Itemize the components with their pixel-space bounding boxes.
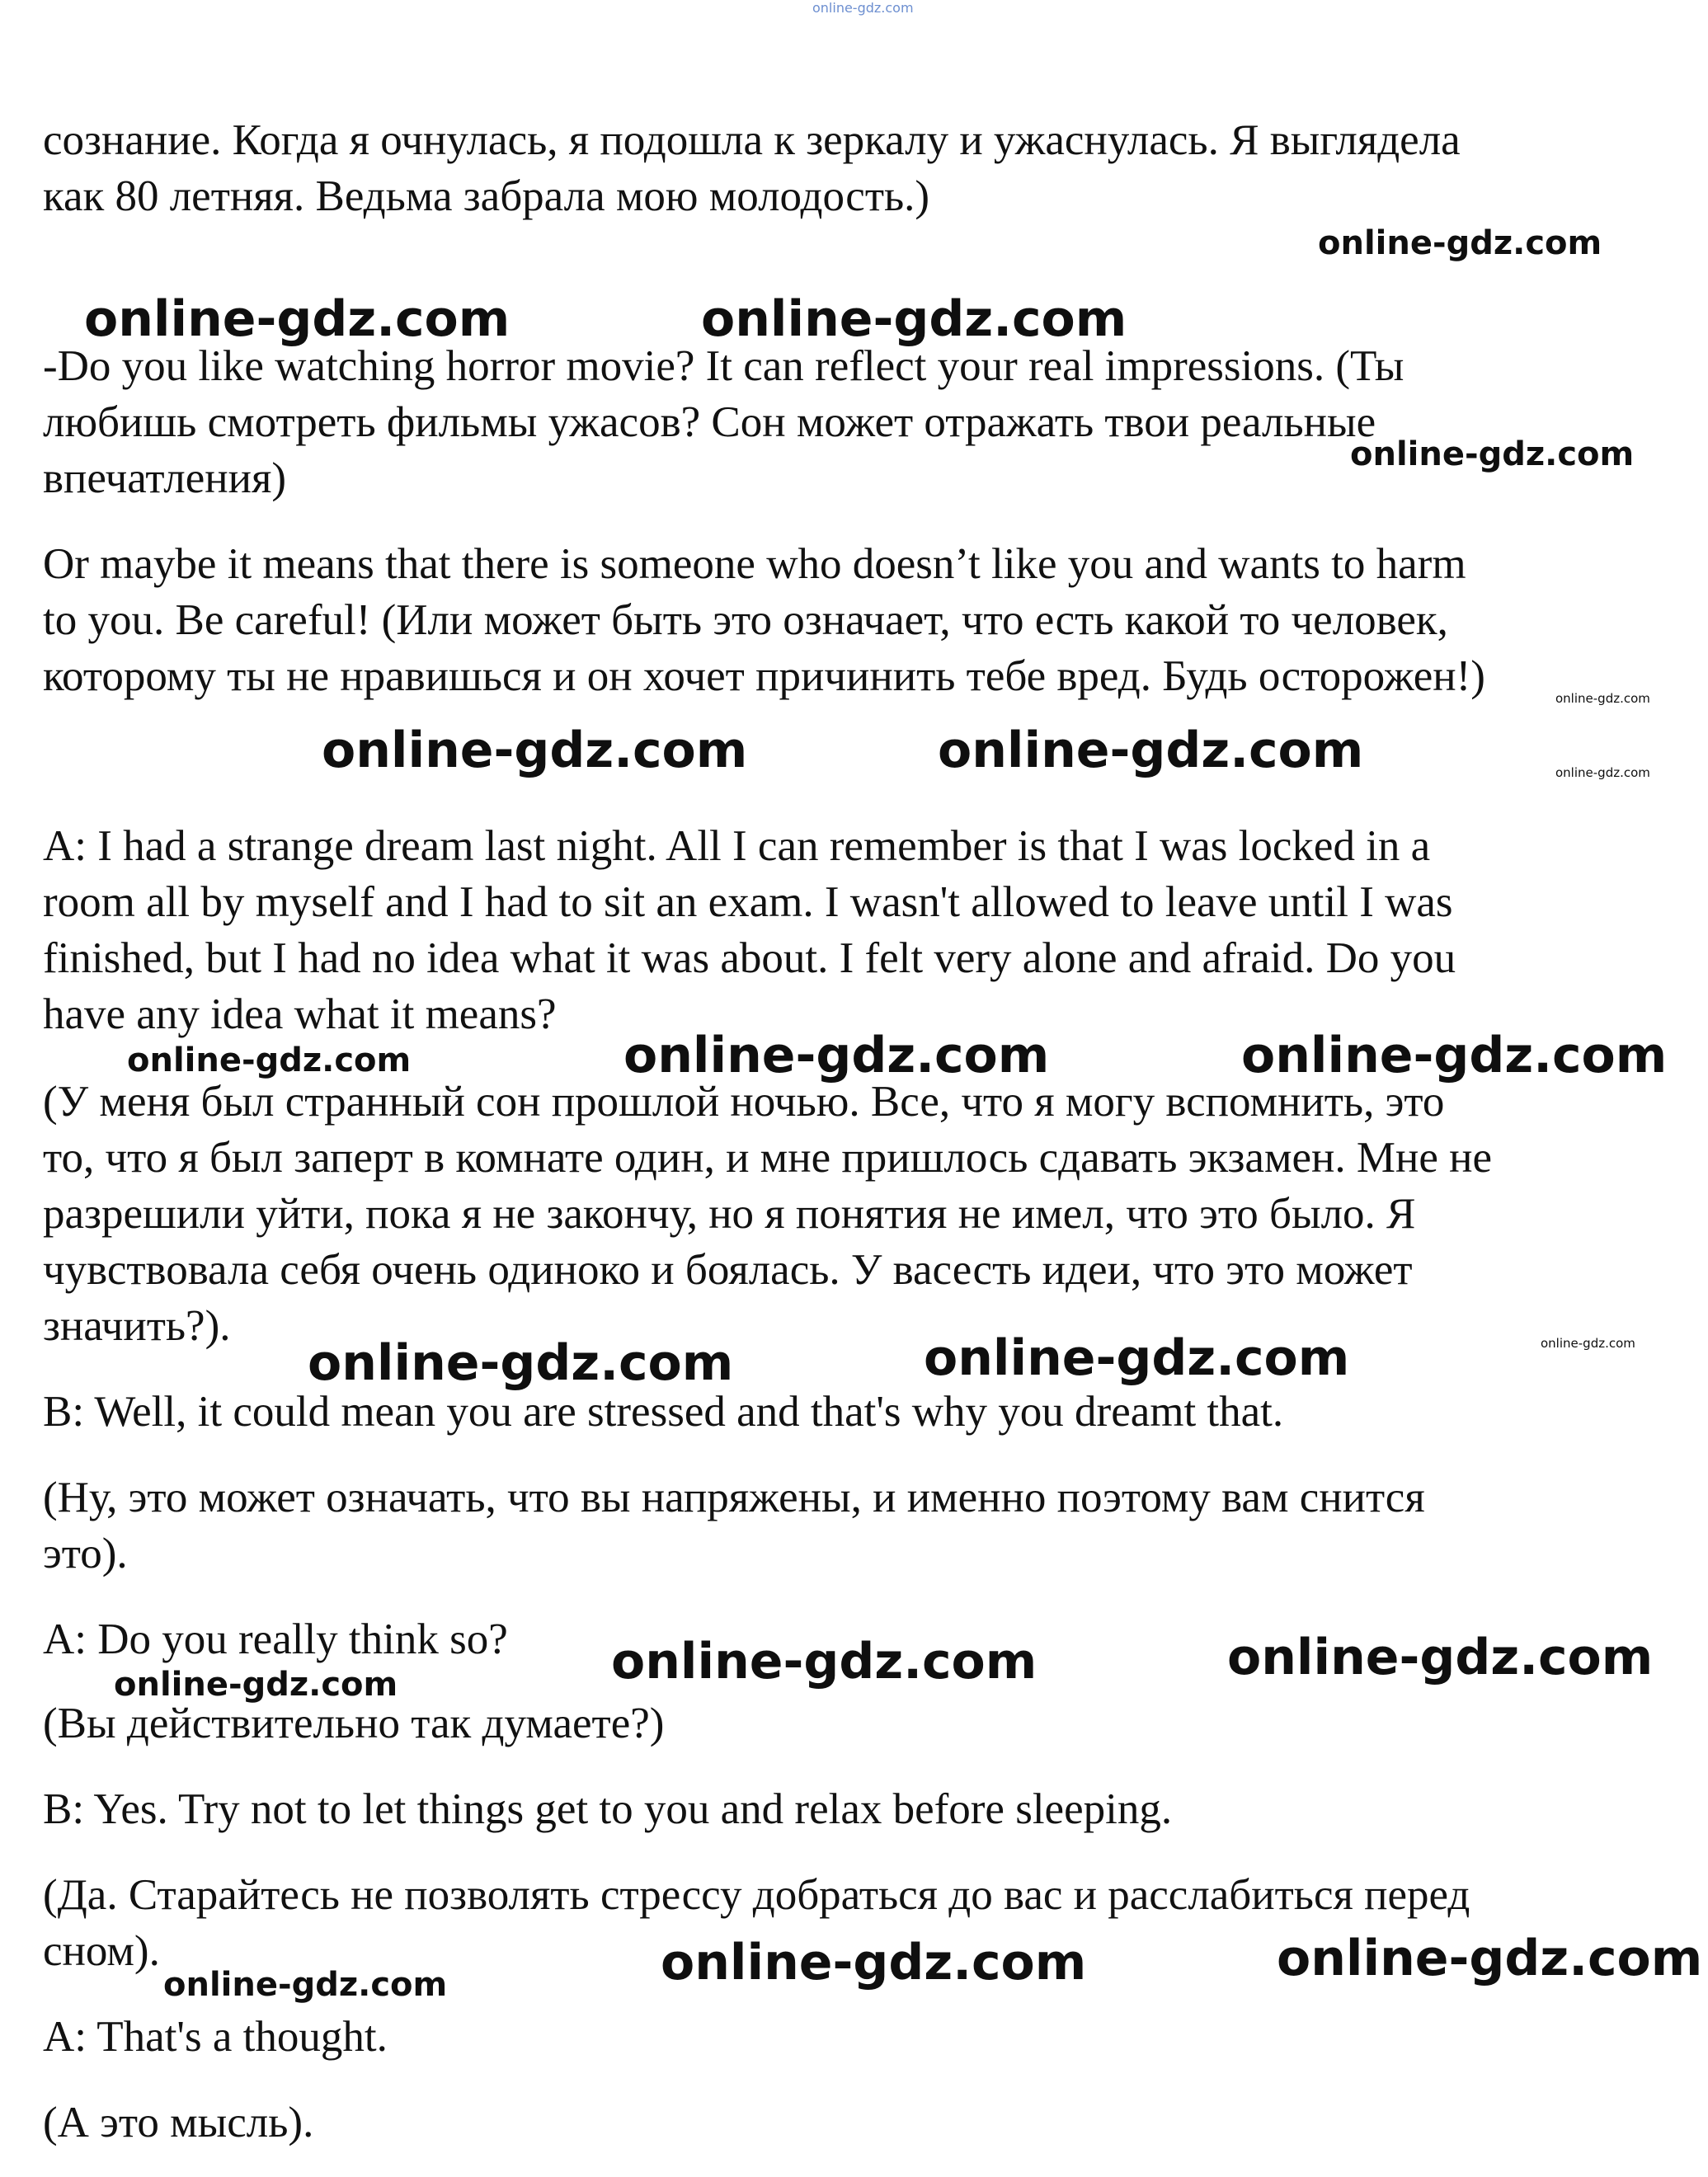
watermark: online-gdz.com	[322, 722, 748, 779]
text-line: (Ну, это может означать, что вы напряжены, и именно поэтому вам снится	[43, 1474, 1425, 1521]
text-line: то, что я был заперт в комнате один, и мне пришлось сдавать экзамен. Мне не	[43, 1134, 1493, 1182]
text-line: A: Do you really think so?	[43, 1615, 508, 1663]
text-line: как 80 летняя. Ведьма забрала мою молодость.)	[43, 172, 930, 220]
text-line: have any idea what it means?	[43, 990, 557, 1038]
watermark: online-gdz.com	[623, 1027, 1050, 1084]
text-line: сном).	[43, 1927, 160, 1975]
text-line: finished, but I had no idea what it was about. I felt very alone and afraid. Do you	[43, 934, 1456, 982]
text-line: A: That's a thought.	[43, 2013, 388, 2061]
watermark: online-gdz.com	[1541, 1336, 1635, 1351]
text-line: которому ты не нравишься и он хочет причинить тебе вред. Будь осторожен!)	[43, 652, 1485, 700]
text-line: сознание. Когда я очнулась, я подошла к зеркалу и ужаснулась. Я выглядела	[43, 116, 1461, 164]
text-line: впечатления)	[43, 454, 286, 502]
text-line: разрешили уйти, пока я не закончу, но я понятия не имел, что это было. Я	[43, 1190, 1416, 1238]
watermark: online-gdz.com	[84, 290, 511, 348]
watermark-top: online-gdz.com	[812, 0, 914, 16]
watermark: online-gdz.com	[163, 1966, 448, 2004]
text-line: (Вы действительно так думаете?)	[43, 1700, 665, 1747]
watermark: online-gdz.com	[611, 1633, 1038, 1690]
text-line: (У меня был странный сон прошлой ночью. Все, что я могу вспомнить, это	[43, 1078, 1445, 1126]
watermark: online-gdz.com	[701, 290, 1127, 348]
watermark: online-gdz.com	[1350, 435, 1635, 473]
text-line: -Do you like watching horror movie? It can reflect your real impressions. (Ты	[43, 342, 1405, 390]
text-line: (А это мысль).	[43, 2099, 314, 2146]
watermark: online-gdz.com	[1227, 1629, 1654, 1686]
watermark: online-gdz.com	[127, 1041, 412, 1079]
watermark: online-gdz.com	[308, 1334, 734, 1392]
watermark: online-gdz.com	[1555, 765, 1650, 780]
text-line: (Да. Старайтесь не позволять стрессу добраться до вас и расслабиться перед	[43, 1871, 1470, 1919]
watermark: online-gdz.com	[1277, 1930, 1703, 1987]
text-line: чувствовала себя очень одиноко и боялась. У васесть идеи, что это может	[43, 1246, 1413, 1294]
text-line: Or maybe it means that there is someone who doesn’t like you and wants to harm	[43, 540, 1466, 588]
text-line: A: I had a strange dream last night. All I can remember is that I was locked in a	[43, 822, 1431, 870]
watermark: online-gdz.com	[938, 722, 1364, 779]
text-line: to you. Be careful! (Или может быть это означает, что есть какой то человек,	[43, 596, 1448, 644]
text-line: значить?).	[43, 1302, 231, 1350]
text-line: любишь смотреть фильмы ужасов? Сон может отражать твои реальные	[43, 398, 1376, 446]
text-line: это).	[43, 1530, 128, 1578]
watermark: online-gdz.com	[1241, 1027, 1668, 1084]
text-line: B: Yes. Try not to let things get to you and relax before sleeping.	[43, 1785, 1173, 1833]
watermark: online-gdz.com	[924, 1329, 1350, 1387]
text-line: room all by myself and I had to sit an exam. I wasn't allowed to leave until I was	[43, 878, 1453, 926]
watermark: online-gdz.com	[1318, 224, 1602, 262]
watermark: online-gdz.com	[661, 1934, 1087, 1991]
watermark: online-gdz.com	[114, 1666, 398, 1704]
watermark: online-gdz.com	[1555, 691, 1650, 706]
text-line: B: Well, it could mean you are stressed and that's why you dreamt that.	[43, 1388, 1284, 1436]
